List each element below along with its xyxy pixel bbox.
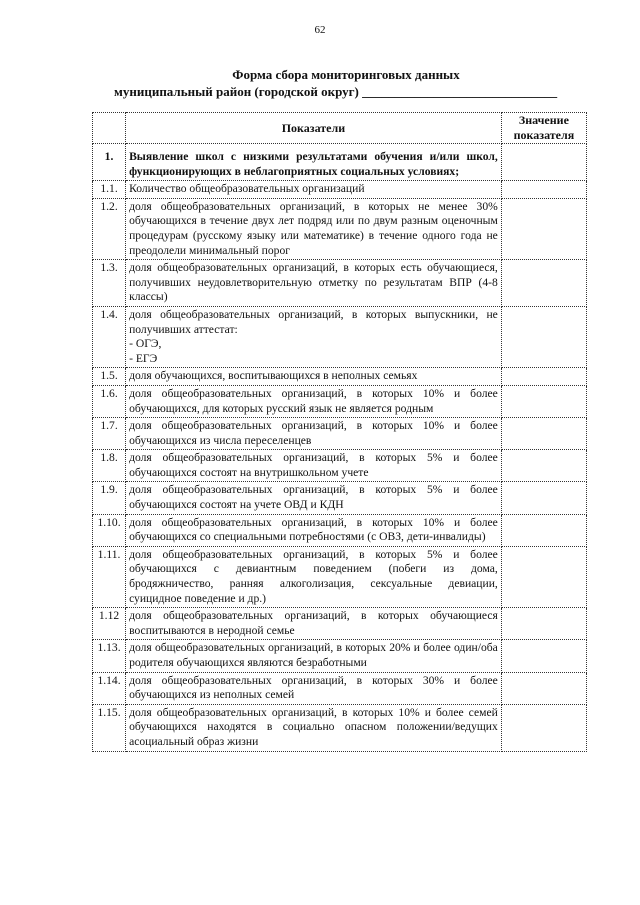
table-row	[93, 181, 587, 199]
row-number: 1.4.	[93, 306, 126, 367]
row-indicator-text: доля общеобразовательных организаций, в которых не менее 30% обучающихся в течение двух лет подряд или по двум разным оценочным процедурам (русскому языку или математике) в течение одного года не преодолели минимальный порог	[126, 198, 502, 259]
header-number	[93, 113, 126, 144]
row-value-cell[interactable]	[501, 368, 586, 386]
row-value-cell[interactable]	[501, 482, 586, 514]
row-indicator-text: Выявление школ с низкими результатами обучения и/или школ, функционирующих в неблагоприятных социальных условиях;	[126, 144, 502, 181]
row-number: 1.1.	[93, 181, 126, 199]
table-row	[93, 514, 587, 546]
row-value-cell[interactable]	[501, 144, 586, 181]
table-row	[93, 704, 587, 751]
row-indicator-text: Количество общеобразовательных организаций	[126, 181, 502, 199]
row-number: 1.5.	[93, 368, 126, 386]
row-value-cell[interactable]	[501, 450, 586, 482]
table-row	[93, 482, 587, 514]
page-number: 62	[314, 24, 326, 36]
row-value-cell[interactable]	[501, 640, 586, 672]
header-indicators: Показатели	[126, 113, 502, 144]
row-value-cell[interactable]	[501, 672, 586, 704]
row-indicator-text: доля общеобразовательных организаций, в которых обучающиеся воспитываются в неродной семье	[126, 608, 502, 640]
table-row	[93, 608, 587, 640]
row-value-cell[interactable]	[501, 385, 586, 417]
row-indicator-text: доля общеобразовательных организаций, в которых 10% и более обучающихся из числа переселенцев	[126, 418, 502, 450]
row-value-cell[interactable]	[501, 418, 586, 450]
row-value-cell[interactable]	[501, 546, 586, 607]
row-number: 1.8.	[93, 450, 126, 482]
title-line-2: муниципальный район (городской округ) ______________________________	[114, 84, 558, 99]
row-number: 1.10.	[93, 514, 126, 546]
row-indicator-text: доля общеобразовательных организаций, в которых 30% и более обучающихся из неполных семей	[126, 672, 502, 704]
table-row	[93, 306, 587, 367]
table-row	[93, 385, 587, 417]
table-row	[93, 418, 587, 450]
row-number: 1.12	[93, 608, 126, 640]
row-number: 1.6.	[93, 385, 126, 417]
row-number: 1.7.	[93, 418, 126, 450]
row-number: 1.11.	[93, 546, 126, 607]
row-indicator-text: доля общеобразовательных организаций, в которых 5% и более обучающихся с девиантным поведением (побеги из дома, бродяжничество, ранняя алкоголизация, сексуальные девиации, суицидное поведение и др.)	[126, 546, 502, 607]
row-indicator-text: доля общеобразовательных организаций, в которых 10% и более обучающихся, для которых русский язык не является родным	[126, 385, 502, 417]
table-row	[93, 260, 587, 307]
row-indicator-text: доля общеобразовательных организаций, в которых 10% и более обучающихся со специальными потребностями (с ОВЗ, дети-инвалиды)	[126, 514, 502, 546]
table-row	[93, 368, 587, 386]
table-header-row	[93, 113, 587, 144]
row-value-cell[interactable]	[501, 514, 586, 546]
table-row	[93, 198, 587, 259]
header-value: Значение показателя	[501, 113, 586, 144]
row-indicator-text: доля общеобразовательных организаций, в которых 10% и более семей обучающихся находятся в социально опасном положении/ведущих асоциальный образ жизни	[126, 704, 502, 751]
row-value-cell[interactable]	[501, 608, 586, 640]
row-number: 1.9.	[93, 482, 126, 514]
row-value-cell[interactable]	[501, 306, 586, 367]
table-row	[93, 546, 587, 607]
row-number: 1.3.	[93, 260, 126, 307]
row-number: 1.2.	[93, 198, 126, 259]
table-body	[93, 144, 587, 752]
row-indicator-text: доля общеобразовательных организаций, в которых есть обучающиеся, получивших неудовлетворительную отметку по результатам ВПР (4-8 классы)	[126, 260, 502, 307]
section-row	[93, 144, 587, 181]
row-indicator-text: доля общеобразовательных организаций, в которых выпускники, не получивших аттестат: - ОГЭ, - ЕГЭ	[126, 306, 502, 367]
title-line-1: Форма сбора мониторинговых данных	[232, 67, 460, 82]
row-number: 1.15.	[93, 704, 126, 751]
indicators-table	[92, 112, 587, 752]
row-indicator-text: доля обучающихся, воспитывающихся в неполных семьях	[126, 368, 502, 386]
row-number: 1.14.	[93, 672, 126, 704]
table-row	[93, 672, 587, 704]
row-value-cell[interactable]	[501, 181, 586, 199]
row-indicator-text: доля общеобразовательных организаций, в которых 20% и более один/оба родителя обучающихся являются безработными	[126, 640, 502, 672]
table-row	[93, 640, 587, 672]
row-number: 1.13.	[93, 640, 126, 672]
row-value-cell[interactable]	[501, 704, 586, 751]
table-row	[93, 450, 587, 482]
row-value-cell[interactable]	[501, 260, 586, 307]
row-indicator-text: доля общеобразовательных организаций, в которых 5% и более обучающихся состоят на внутришкольном учете	[126, 450, 502, 482]
row-value-cell[interactable]	[501, 198, 586, 259]
row-number: 1.	[93, 144, 126, 181]
form-title	[96, 66, 576, 100]
row-indicator-text: доля общеобразовательных организаций, в которых 5% и более обучающихся состоят на учете ОВД и КДН	[126, 482, 502, 514]
